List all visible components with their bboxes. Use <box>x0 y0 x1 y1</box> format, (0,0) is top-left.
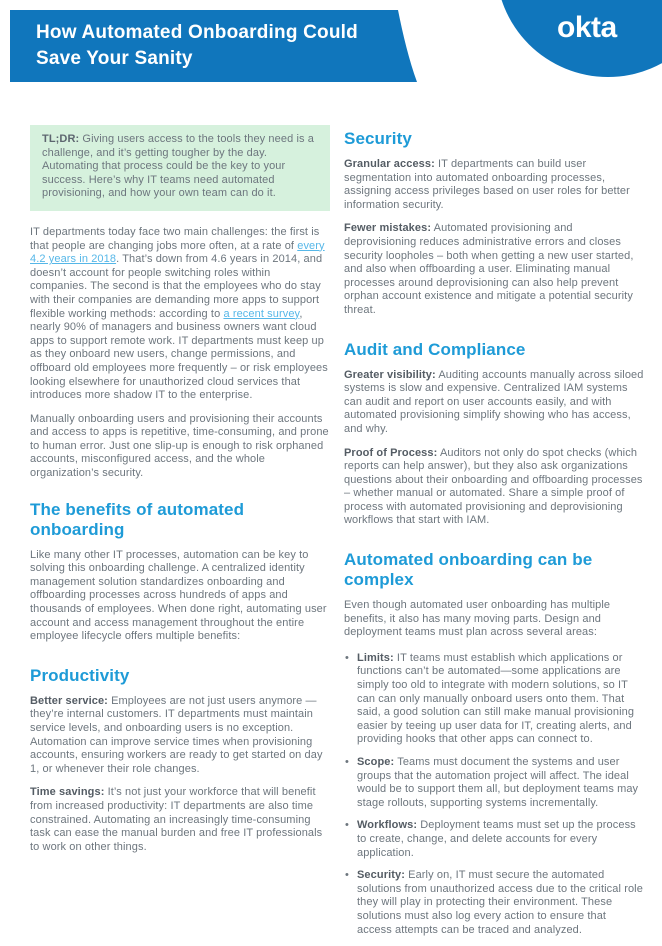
list-item-lead: Limits: <box>357 651 394 664</box>
paragraph-lead: Fewer mistakes: <box>344 222 432 235</box>
paragraph-text: , nearly 90% of managers and business owners want cloud apps to support remote work. IT departments must keep up as they onboard new users, change permissions, and offboard old employees more frequently – or risk employees looking elsewhere for unauthorized cloud services that introduces more shadow IT to the enterprise. <box>30 307 328 402</box>
body-paragraph <box>344 447 644 529</box>
body-paragraph <box>344 158 644 212</box>
list-item <box>344 869 644 937</box>
planning-areas-list <box>344 652 644 937</box>
paragraph-lead: Better service: <box>30 694 108 707</box>
okta-logo: okta <box>557 11 617 44</box>
paragraph-text: It’s not just your workforce that will benefit from increased productivity: IT departments are also time constrained. Automating an increasingly time-consuming task can ease the manual burden and free IT professionals to work on other things. <box>30 786 323 853</box>
left-column <box>30 125 330 946</box>
document-body <box>0 112 662 946</box>
section-heading-audit: Audit and Compliance <box>344 339 526 359</box>
section-heading-productivity: Productivity <box>30 665 130 685</box>
list-item-text: Deployment teams must set up the process to create, change, and delete accounts for every application. <box>357 819 636 859</box>
paragraph-lead: Greater visibility: <box>344 368 436 381</box>
paragraph-lead: Time savings: <box>30 786 105 799</box>
paragraph-text: Employees are not just users anymore — they’re internal customers. IT departments must maintain service levels, and onboarding users is no exception. Automation can improve service times when provisioning accounts, ensuring workers are ready to get started on day 1, or whenever their role changes. <box>30 694 323 775</box>
body-paragraph <box>344 222 644 317</box>
section-heading-security: Security <box>344 129 412 148</box>
body-paragraph: Even though automated user onboarding has multiple benefits, it also has many moving parts. Design and deployment teams must plan across several areas: <box>344 599 611 639</box>
list-item <box>344 652 644 747</box>
list-item-lead: Workflows: <box>357 819 418 832</box>
paragraph-text: Auditors not only do spot checks (which reports can help answer), but they also ask organizations questions about their onboarding and offboarding processes – whether manual or automated. Share a simple proof of process with automated provisioning and deprovisioning workflows that start with IAM. <box>344 446 643 527</box>
link-recent-survey[interactable]: a recent survey <box>223 307 300 320</box>
right-column <box>344 125 644 946</box>
section-heading-benefits: The benefits of automated onboarding <box>30 499 245 539</box>
list-item <box>344 819 644 860</box>
list-item-text: Early on, IT must secure the automated solutions from unauthorized access due to the critical role they will play in protecting their environment. These solutions must also log every action to ensure that access attempts can be traced and analyzed. <box>357 869 643 936</box>
paragraph-lead: Proof of Process: <box>344 446 438 459</box>
body-paragraph <box>30 695 330 777</box>
paragraph-text: IT departments today face two main challenges: the first is that people are changing jobs more often, at a rate of <box>30 225 320 252</box>
paragraph-text: . That’s down from 4.6 years in 2014, and doesn’t account for people switching roles within companies. The second is that the employees who do stay with their companies are demanding more apps to support flexible working methods: according to <box>30 253 323 320</box>
page-header <box>0 0 662 112</box>
page-title <box>36 20 358 72</box>
section-heading-complex: Automated onboarding can be complex <box>344 550 593 590</box>
list-item-lead: Scope: <box>357 756 395 768</box>
paragraph-lead: Granular access: <box>344 158 435 170</box>
body-paragraph: Like many other IT processes, automation can be key to solving this onboarding challenge. A centralized identity management solution standardizes onboarding and offboarding processes across hundreds of apps and thousands of employees. When done right, automating user account and access management throughout the entire employee lifecycle offers multiple benefits: <box>30 548 327 643</box>
link-every-4-2-years[interactable]: every 4.2 years in 2018 <box>30 239 325 266</box>
body-paragraph <box>344 369 644 437</box>
tldr-text: Giving users access to the tools they need is a challenge, and it’s getting tougher by the day. Automating that process could be the key to your success. Here’s why IT teams need automated provisioning, and how your own team can do it. <box>42 133 314 200</box>
tldr-label: TL;DR: <box>42 133 80 145</box>
list-item-text: Teams must document the systems and user groups that the automation project will affect. The ideal would be to support them all, but deployment teams may stage rollouts, supporting systems incrementally. <box>357 756 639 809</box>
paragraph-text: Auditing accounts manually across siloed systems is slow and expensive. Centralized IAM systems can audit and report on user accounts easily, and with automated provisioning simplify showing who has access, and why. <box>344 368 644 435</box>
tldr-box <box>30 125 330 211</box>
paragraph-text: IT departments can build user segmentation into automated onboarding processes, assigning access privileges based on user roles for better information security. <box>344 158 630 211</box>
body-paragraph <box>30 226 330 403</box>
body-paragraph: Manually onboarding users and provisioning their accounts and access to apps is repetitive, time-consuming, and prone to human error. Just one slip-up is enough to risk orphaned accounts, misconfigured access, and the whole organization’s security. <box>30 412 329 480</box>
body-paragraph <box>30 786 330 854</box>
paragraph-text: Automated provisioning and deprovisioning reduces administrative errors and closes security loopholes – both when getting a new user started, and also when offboarding a user. Eliminating manual processes around deprovisioning can also help prevent orphan account existence and mitigate a potential security threat. <box>344 222 634 316</box>
page-title-line2: Save Your Sanity <box>36 48 193 69</box>
page-title-line1: How Automated Onboarding Could <box>36 22 358 43</box>
list-item <box>344 756 644 810</box>
list-item-lead: Security: <box>357 869 405 882</box>
list-item-text: IT teams must establish which applications or functions can’t be automated—some applications are simply too old to integrate with modern solutions, so IT can can only manually onboard users onto them. That said, a good solution can still make manual provisioning easier by teeing up user data for IT, creating alerts, and providing hooks that other apps can connect to. <box>357 651 635 746</box>
